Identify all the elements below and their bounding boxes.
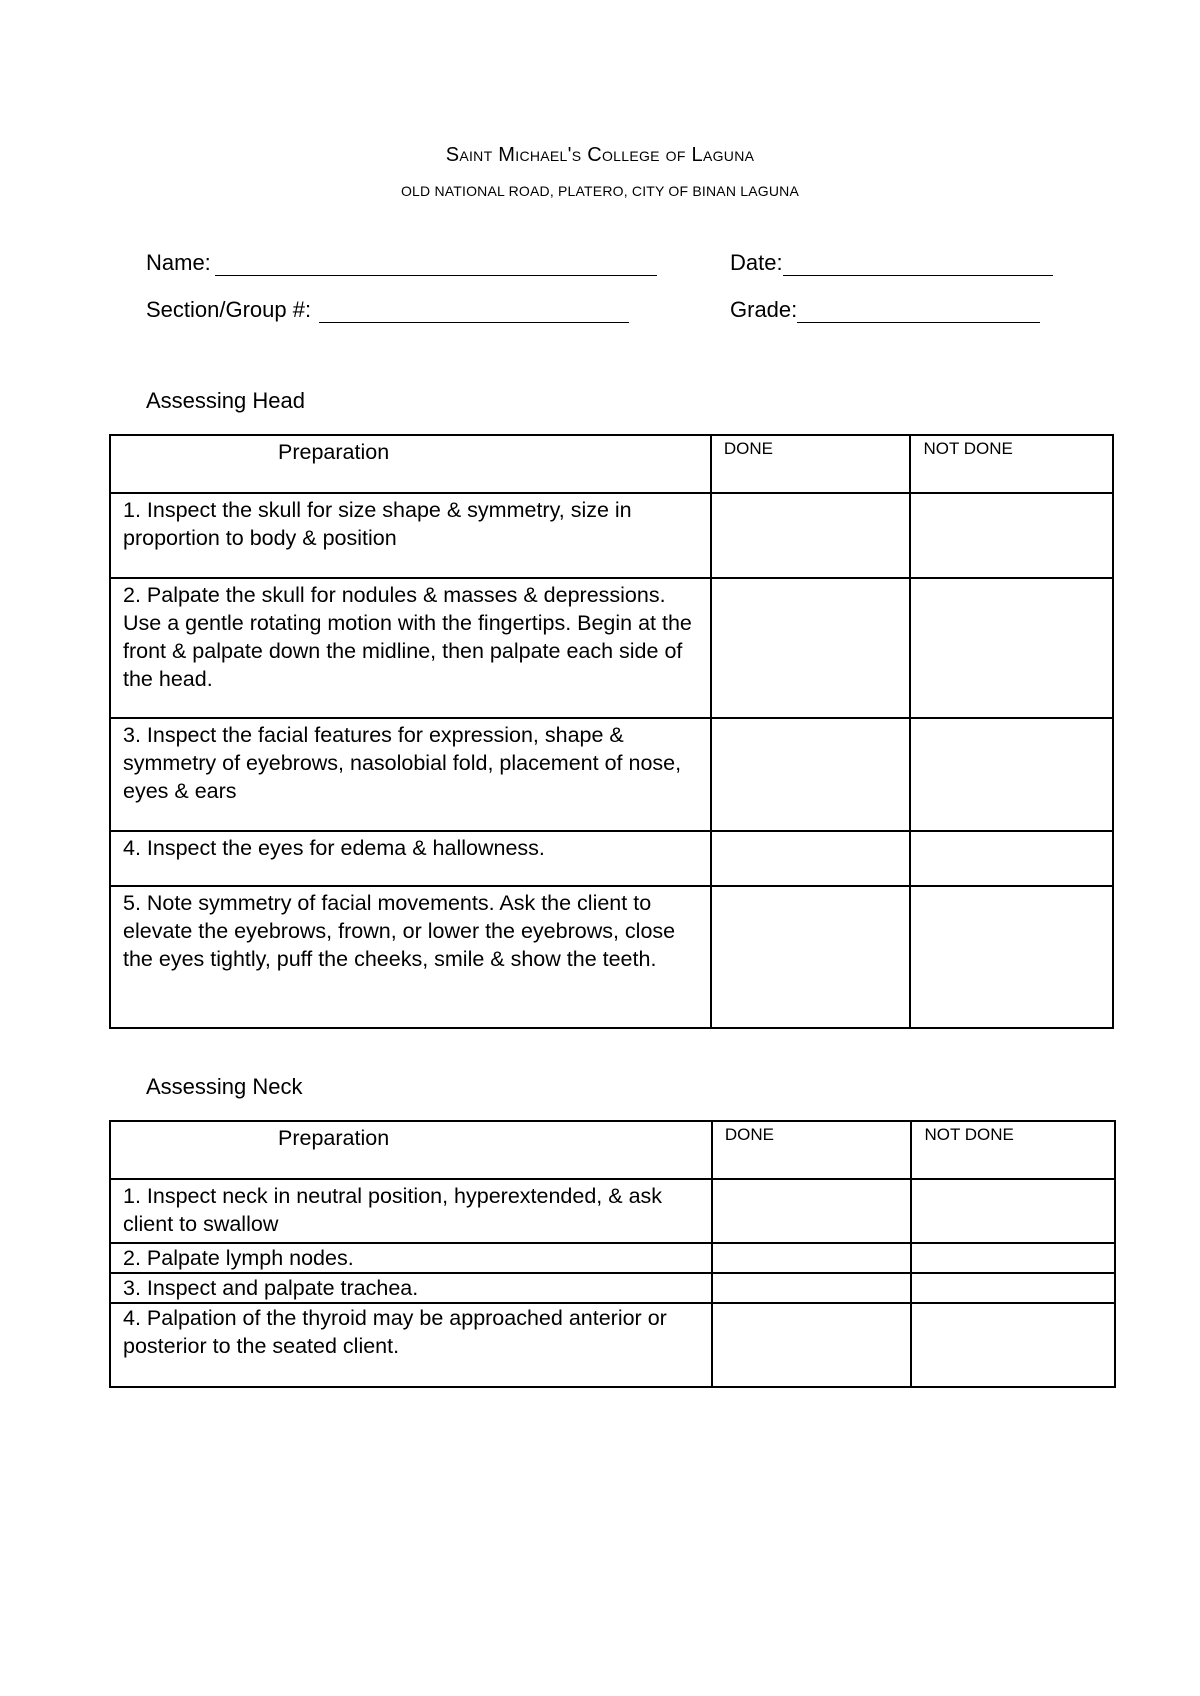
document-header xyxy=(0,144,1200,199)
neck-col-not-done: NOT DONE xyxy=(911,1121,1115,1179)
section-label: Section/Group #: xyxy=(146,297,312,322)
head-row-5 xyxy=(110,886,1113,1028)
neck-row-2 xyxy=(110,1243,1115,1273)
name-label: Name: xyxy=(146,250,211,275)
neck-step-2-not-done[interactable] xyxy=(911,1243,1115,1273)
grade-field[interactable] xyxy=(730,297,1040,323)
head-col-not-done: NOT DONE xyxy=(910,435,1113,493)
neck-step-2: 2. Palpate lymph nodes. xyxy=(110,1243,712,1273)
head-step-2-done[interactable] xyxy=(711,578,911,718)
head-step-2: 2. Palpate the skull for nodules & masses & depressions. Use a gentle rotating motion with the fingertips. Begin at the front & palpate down the midline, then palpate each side of the head. xyxy=(110,578,711,718)
neck-step-4-done[interactable] xyxy=(712,1303,912,1387)
section-blank[interactable] xyxy=(319,300,629,323)
neck-step-1: 1. Inspect neck in neutral position, hyperextended, & ask client to swallow xyxy=(110,1179,712,1243)
neck-step-1-done[interactable] xyxy=(712,1179,912,1243)
head-step-4-done[interactable] xyxy=(711,831,911,886)
college-name: Saint Michael's College of Laguna xyxy=(445,144,755,166)
head-step-2-not-done[interactable] xyxy=(910,578,1113,718)
neck-step-3-not-done[interactable] xyxy=(911,1273,1115,1303)
neck-step-4-not-done[interactable] xyxy=(911,1303,1115,1387)
head-step-1-done[interactable] xyxy=(711,493,911,578)
head-step-5: 5. Note symmetry of facial movements. Ask the client to elevate the eyebrows, frown, or lower the eyebrows, close the eyes tightly, puff the cheeks, smile & show the teeth. xyxy=(110,886,711,1028)
neck-row-1 xyxy=(110,1179,1115,1243)
head-step-3: 3. Inspect the facial features for expression, shape & symmetry of eyebrows, nasolobial fold, placement of nose, eyes & ears xyxy=(110,718,711,831)
head-step-5-not-done[interactable] xyxy=(910,886,1113,1028)
neck-col-preparation: Preparation xyxy=(110,1121,712,1179)
neck-row-4 xyxy=(110,1303,1115,1387)
neck-step-4: 4. Palpation of the thyroid may be approached anterior or posterior to the seated client. xyxy=(110,1303,712,1387)
head-row-1 xyxy=(110,493,1113,578)
head-col-preparation: Preparation xyxy=(110,435,711,493)
head-step-3-not-done[interactable] xyxy=(910,718,1113,831)
neck-step-2-done[interactable] xyxy=(712,1243,912,1273)
head-row-3 xyxy=(110,718,1113,831)
head-step-4: 4. Inspect the eyes for edema & hallowness. xyxy=(110,831,711,886)
head-step-5-done[interactable] xyxy=(711,886,911,1028)
neck-step-3-done[interactable] xyxy=(712,1273,912,1303)
neck-header-row xyxy=(110,1121,1115,1179)
neck-checklist-table xyxy=(109,1120,1116,1388)
head-step-1: 1. Inspect the skull for size shape & symmetry, size in proportion to body & position xyxy=(110,493,711,578)
date-blank[interactable] xyxy=(783,253,1053,276)
grade-blank[interactable] xyxy=(797,300,1040,323)
date-field[interactable] xyxy=(730,250,1053,276)
head-header-row xyxy=(110,435,1113,493)
section-field[interactable] xyxy=(146,297,629,323)
head-row-4 xyxy=(110,831,1113,886)
date-label: Date: xyxy=(730,250,783,275)
name-field[interactable] xyxy=(146,250,657,276)
head-step-4-not-done[interactable] xyxy=(910,831,1113,886)
neck-row-3 xyxy=(110,1273,1115,1303)
neck-step-1-not-done[interactable] xyxy=(911,1179,1115,1243)
neck-col-done: DONE xyxy=(712,1121,912,1179)
head-checklist-table xyxy=(109,434,1114,1029)
grade-label: Grade: xyxy=(730,297,798,322)
head-row-2 xyxy=(110,578,1113,718)
head-step-3-done[interactable] xyxy=(711,718,911,831)
head-section-title: Assessing Head xyxy=(146,388,305,413)
name-blank[interactable] xyxy=(215,253,657,276)
head-col-done: DONE xyxy=(711,435,911,493)
neck-step-3: 3. Inspect and palpate trachea. xyxy=(110,1273,712,1303)
college-address: OLD NATIONAL ROAD, PLATERO, CITY OF BINAN LAGUNA xyxy=(400,183,800,199)
neck-section-title: Assessing Neck xyxy=(146,1074,303,1099)
head-step-1-not-done[interactable] xyxy=(910,493,1113,578)
